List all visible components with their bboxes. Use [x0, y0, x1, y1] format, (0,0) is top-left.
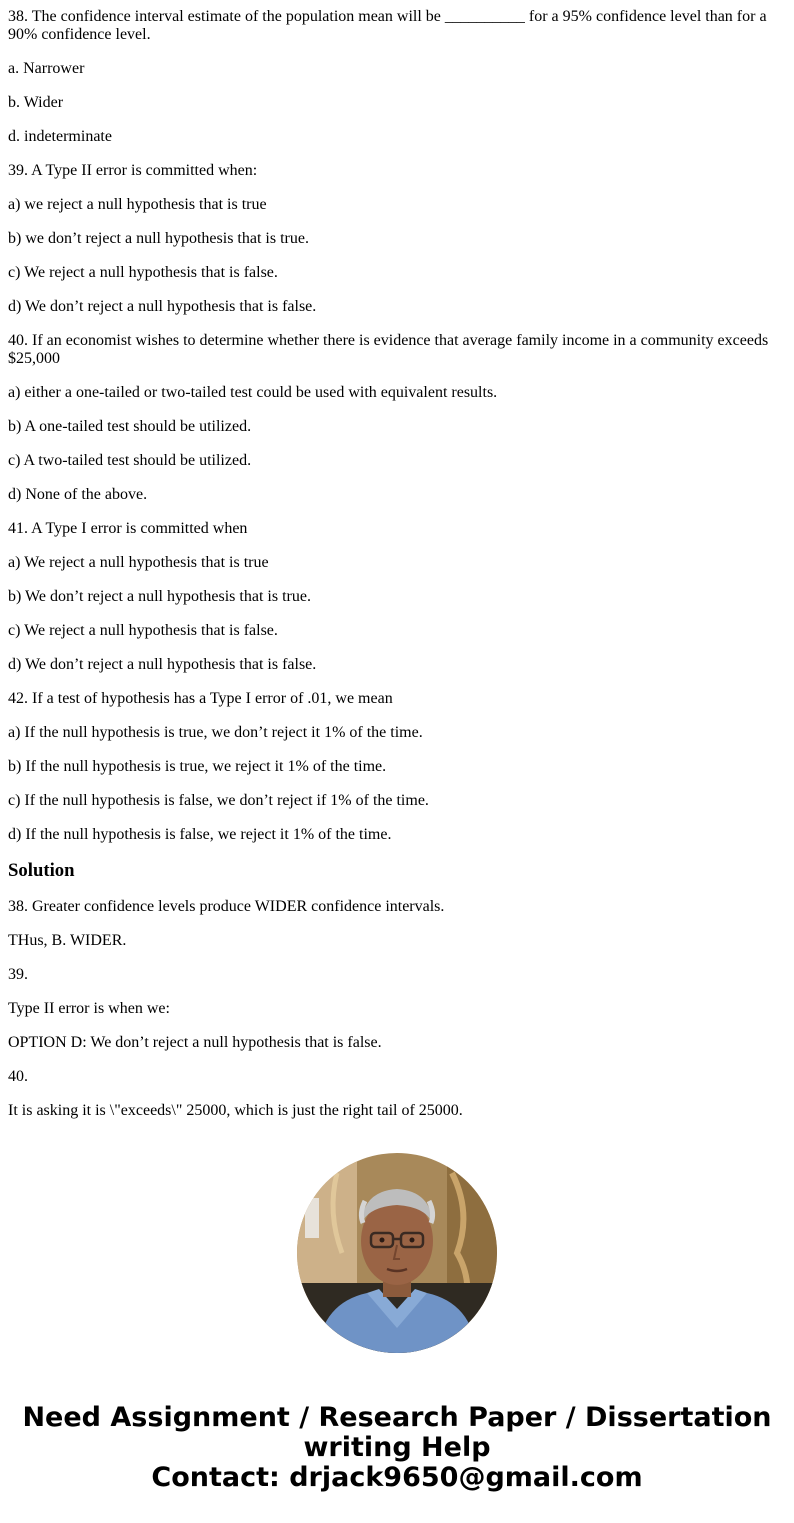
promo-contact: Contact: drjack9650@gmail.com	[151, 1462, 643, 1493]
promo-banner	[0, 1403, 794, 1493]
answer-option: b. Wider	[8, 94, 64, 111]
solution-paragraph: It is asking it is \"exceeds\" 25000, which is just the right tail of 25000.	[8, 1102, 463, 1119]
solution-paragraph: THus, B. WIDER.	[8, 932, 127, 949]
solution-heading: Solution	[8, 860, 75, 881]
answer-option: b) A one-tailed test should be utilized.	[8, 418, 252, 435]
answer-option: d. indeterminate	[8, 128, 112, 145]
document-body	[8, 8, 786, 1123]
question-stem: 39. A Type II error is committed when:	[8, 162, 258, 179]
promo-line: Need Assignment / Research Paper / Dissertation	[22, 1402, 772, 1433]
question-38	[8, 8, 786, 146]
document-text	[8, 8, 786, 1123]
answer-option: d) We don’t reject a null hypothesis that is false.	[8, 298, 317, 315]
answer-option: d) We don’t reject a null hypothesis that is false.	[8, 656, 317, 673]
tutor-photo-illustration	[297, 1153, 497, 1353]
tutor-avatar	[297, 1153, 497, 1353]
question-39	[8, 162, 786, 316]
question-41	[8, 520, 786, 674]
answer-option: a. Narrower	[8, 60, 85, 77]
answer-option: d) None of the above.	[8, 486, 148, 503]
answer-option: a) If the null hypothesis is true, we don’t reject it 1% of the time.	[8, 724, 423, 741]
solution-paragraph: 39.	[8, 966, 28, 983]
answer-option: c) If the null hypothesis is false, we don’t reject if 1% of the time.	[8, 792, 429, 809]
solution-paragraph: 38. Greater confidence levels produce WIDER confidence intervals.	[8, 898, 445, 915]
solution-paragraph: Type II error is when we:	[8, 1000, 170, 1017]
solution-paragraph: OPTION D: We don’t reject a null hypothesis that is false.	[8, 1034, 382, 1051]
answer-option: d) If the null hypothesis is false, we reject it 1% of the time.	[8, 826, 392, 843]
question-stem: 41. A Type I error is committed when	[8, 520, 248, 537]
answer-option: c) We reject a null hypothesis that is false.	[8, 264, 278, 281]
question-42	[8, 690, 786, 844]
answer-option: a) we reject a null hypothesis that is true	[8, 196, 267, 213]
question-stem: 38. The confidence interval estimate of the population mean will be __________ for a 95% confidence level than for a 90% confidence level.	[8, 8, 767, 43]
question-40	[8, 332, 786, 504]
answer-option: b) We don’t reject a null hypothesis that is true.	[8, 588, 311, 605]
answer-option: c) A two-tailed test should be utilized.	[8, 452, 252, 469]
question-stem: 40. If an economist wishes to determine whether there is evidence that average family income in a community exceeds $25,000	[8, 332, 769, 367]
answer-option: c) We reject a null hypothesis that is false.	[8, 622, 278, 639]
solution-body	[8, 898, 786, 1120]
answer-option: a) We reject a null hypothesis that is true	[8, 554, 269, 571]
answer-option: b) we don’t reject a null hypothesis that is true.	[8, 230, 309, 247]
answer-option: a) either a one-tailed or two-tailed test could be used with equivalent results.	[8, 384, 498, 401]
solution-paragraph: 40.	[8, 1068, 28, 1085]
answer-option: b) If the null hypothesis is true, we reject it 1% of the time.	[8, 758, 387, 775]
promo-line: writing Help	[303, 1432, 491, 1463]
question-stem: 42. If a test of hypothesis has a Type I error of .01, we mean	[8, 690, 393, 707]
